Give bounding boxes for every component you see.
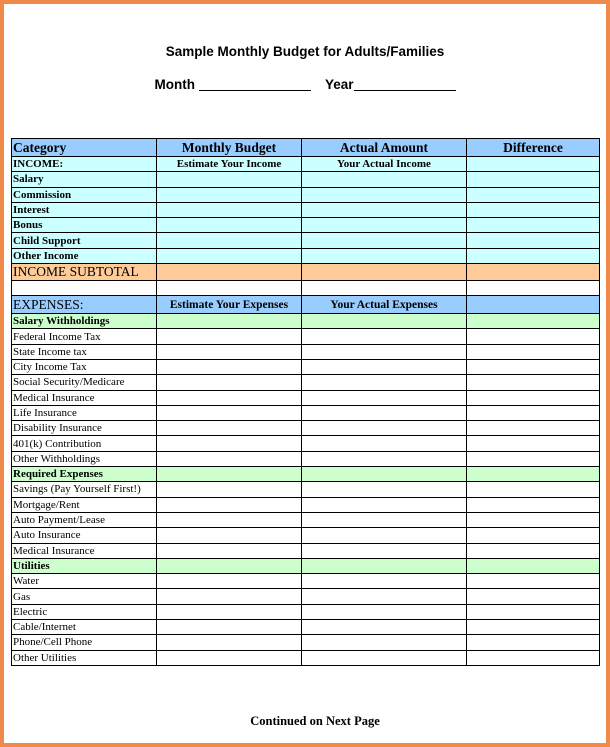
income-actual-label: Your Actual Income [302, 157, 467, 172]
blank-cell [302, 218, 467, 233]
blank-cell [467, 296, 600, 314]
income-row [12, 187, 600, 202]
expense-row [12, 650, 600, 665]
expense-row [12, 451, 600, 466]
expense-item-label: Mortgage/Rent [12, 497, 157, 512]
income-row [12, 233, 600, 248]
blank-cell [467, 329, 600, 344]
blank-cell [302, 512, 467, 527]
blank-cell [157, 218, 302, 233]
continued-note: Continued on Next Page [250, 714, 380, 728]
blank-cell [467, 344, 600, 359]
expense-group-title: Utilities [12, 558, 157, 573]
expense-row [12, 528, 600, 543]
blank-cell [302, 202, 467, 217]
blank-cell [302, 314, 467, 329]
income-item-label: Salary [12, 172, 157, 187]
blank-cell [302, 264, 467, 281]
blank-cell [467, 558, 600, 573]
blank-cell [157, 329, 302, 344]
expense-row [12, 329, 600, 344]
blank-cell [467, 589, 600, 604]
income-subtotal-label: INCOME SUBTOTAL [12, 264, 157, 281]
income-estimate-label: Estimate Your Income [157, 157, 302, 172]
blank-cell [302, 344, 467, 359]
expense-item-label: Social Security/Medicare [12, 375, 157, 390]
blank-cell [467, 482, 600, 497]
blank-cell [302, 650, 467, 665]
blank-cell [157, 451, 302, 466]
blank-cell [302, 528, 467, 543]
expense-row [12, 497, 600, 512]
blank-cell [157, 467, 302, 482]
blank-cell [467, 202, 600, 217]
expense-row [12, 421, 600, 436]
blank-cell [302, 482, 467, 497]
month-label: Month [154, 77, 195, 92]
year-blank [354, 76, 456, 91]
blank-cell [157, 497, 302, 512]
blank-cell [467, 405, 600, 420]
expense-row [12, 482, 600, 497]
budget-table [11, 138, 600, 666]
blank-cell [302, 589, 467, 604]
blank-cell [157, 543, 302, 558]
blank-cell [302, 604, 467, 619]
expense-item-label: Savings (Pay Yourself First!) [12, 482, 157, 497]
blank-cell [302, 558, 467, 573]
month-year-line [4, 76, 606, 92]
spacer-row [12, 281, 600, 296]
blank-cell [302, 405, 467, 420]
blank-cell [467, 467, 600, 482]
expense-row [12, 405, 600, 420]
expense-item-label: City Income Tax [12, 359, 157, 374]
blank-cell [467, 233, 600, 248]
blank-cell [302, 467, 467, 482]
blank-cell [302, 359, 467, 374]
expense-item-label: Auto Payment/Lease [12, 512, 157, 527]
blank-cell [157, 405, 302, 420]
blank-cell [467, 218, 600, 233]
expenses-estimate-label: Estimate Your Expenses [157, 296, 302, 314]
blank-cell [157, 264, 302, 281]
blank-cell [467, 635, 600, 650]
expense-item-label: State Income tax [12, 344, 157, 359]
blank-cell [157, 512, 302, 527]
blank-cell [157, 375, 302, 390]
blank-cell [467, 172, 600, 187]
blank-cell [467, 604, 600, 619]
blank-cell [157, 172, 302, 187]
expense-item-label: Other Utilities [12, 650, 157, 665]
expense-row [12, 589, 600, 604]
blank-cell [467, 375, 600, 390]
income-label: INCOME: [12, 157, 157, 172]
blank-cell [302, 635, 467, 650]
expense-row [12, 390, 600, 405]
header-row [12, 139, 600, 157]
income-item-label: Commission [12, 187, 157, 202]
page-title: Sample Monthly Budget for Adults/Families [165, 44, 445, 59]
blank-cell [157, 314, 302, 329]
budget-page [4, 4, 606, 743]
expense-item-label: 401(k) Contribution [12, 436, 157, 451]
expense-row [12, 344, 600, 359]
blank-cell [467, 157, 600, 172]
blank-cell [302, 574, 467, 589]
blank-cell [157, 604, 302, 619]
header-difference: Difference [467, 139, 600, 157]
blank-cell [467, 528, 600, 543]
blank-cell [302, 248, 467, 263]
expense-item-label: Medical Insurance [12, 543, 157, 558]
expense-row [12, 359, 600, 374]
blank-cell [157, 202, 302, 217]
income-row [12, 248, 600, 263]
blank-cell [302, 233, 467, 248]
blank-cell [302, 620, 467, 635]
blank-cell [157, 248, 302, 263]
header-actual-amount: Actual Amount [302, 139, 467, 157]
expense-item-label: Cable/Internet [12, 620, 157, 635]
blank-cell [467, 574, 600, 589]
expense-item-label: Gas [12, 589, 157, 604]
header-category: Category [12, 139, 157, 157]
blank-cell [467, 390, 600, 405]
blank-cell [467, 359, 600, 374]
expense-row [12, 620, 600, 635]
blank-cell [302, 187, 467, 202]
expense-item-label: Medical Insurance [12, 390, 157, 405]
expense-group-row [12, 558, 600, 573]
blank-cell [467, 281, 600, 296]
expenses-label: EXPENSES: [12, 296, 157, 314]
expense-row [12, 543, 600, 558]
blank-cell [467, 314, 600, 329]
blank-cell [467, 264, 600, 281]
expense-row [12, 512, 600, 527]
blank-cell [302, 421, 467, 436]
income-item-label: Other Income [12, 248, 157, 263]
income-item-label: Interest [12, 202, 157, 217]
expense-group-title: Required Expenses [12, 467, 157, 482]
blank-cell [302, 436, 467, 451]
income-subtotal-row [12, 264, 600, 281]
blank-cell [302, 281, 467, 296]
blank-cell [157, 187, 302, 202]
income-row [12, 172, 600, 187]
blank-cell [467, 421, 600, 436]
income-item-label: Child Support [12, 233, 157, 248]
blank-cell [302, 497, 467, 512]
expenses-header-row [12, 296, 600, 314]
income-header-row [12, 157, 600, 172]
expense-item-label: Other Withholdings [12, 451, 157, 466]
expense-row [12, 604, 600, 619]
blank-cell [302, 451, 467, 466]
year-label: Year [324, 77, 354, 92]
expense-item-label: Electric [12, 604, 157, 619]
blank-cell [467, 451, 600, 466]
blank-cell [302, 329, 467, 344]
expense-row [12, 635, 600, 650]
blank-cell [157, 589, 302, 604]
blank-cell [157, 650, 302, 665]
expense-group-row [12, 314, 600, 329]
header-monthly-budget: Monthly Budget [157, 139, 302, 157]
expense-row [12, 574, 600, 589]
blank-cell [467, 497, 600, 512]
blank-cell [157, 528, 302, 543]
blank-cell [157, 421, 302, 436]
expense-group-title: Salary Withholdings [12, 314, 157, 329]
expenses-actual-label: Your Actual Expenses [302, 296, 467, 314]
blank-cell [157, 390, 302, 405]
blank-cell [157, 574, 302, 589]
expense-row [12, 436, 600, 451]
blank-cell [467, 187, 600, 202]
blank-cell [302, 375, 467, 390]
expense-item-label: Phone/Cell Phone [12, 635, 157, 650]
blank-cell [157, 359, 302, 374]
blank-cell [467, 248, 600, 263]
blank-cell [302, 172, 467, 187]
blank-cell [467, 436, 600, 451]
blank-cell [157, 344, 302, 359]
blank-cell [157, 482, 302, 497]
income-row [12, 202, 600, 217]
blank-cell [157, 635, 302, 650]
expense-group-row [12, 467, 600, 482]
month-blank [199, 76, 311, 91]
blank-cell [12, 281, 157, 296]
income-row [12, 218, 600, 233]
expense-item-label: Water [12, 574, 157, 589]
blank-cell [157, 281, 302, 296]
blank-cell [467, 543, 600, 558]
blank-cell [467, 620, 600, 635]
expense-row [12, 375, 600, 390]
blank-cell [302, 390, 467, 405]
expense-item-label: Federal Income Tax [12, 329, 157, 344]
blank-cell [157, 620, 302, 635]
expense-item-label: Disability Insurance [12, 421, 157, 436]
expense-item-label: Life Insurance [12, 405, 157, 420]
income-item-label: Bonus [12, 218, 157, 233]
blank-cell [467, 512, 600, 527]
blank-cell [302, 543, 467, 558]
blank-cell [467, 650, 600, 665]
blank-cell [157, 233, 302, 248]
expense-item-label: Auto Insurance [12, 528, 157, 543]
blank-cell [157, 558, 302, 573]
blank-cell [157, 436, 302, 451]
